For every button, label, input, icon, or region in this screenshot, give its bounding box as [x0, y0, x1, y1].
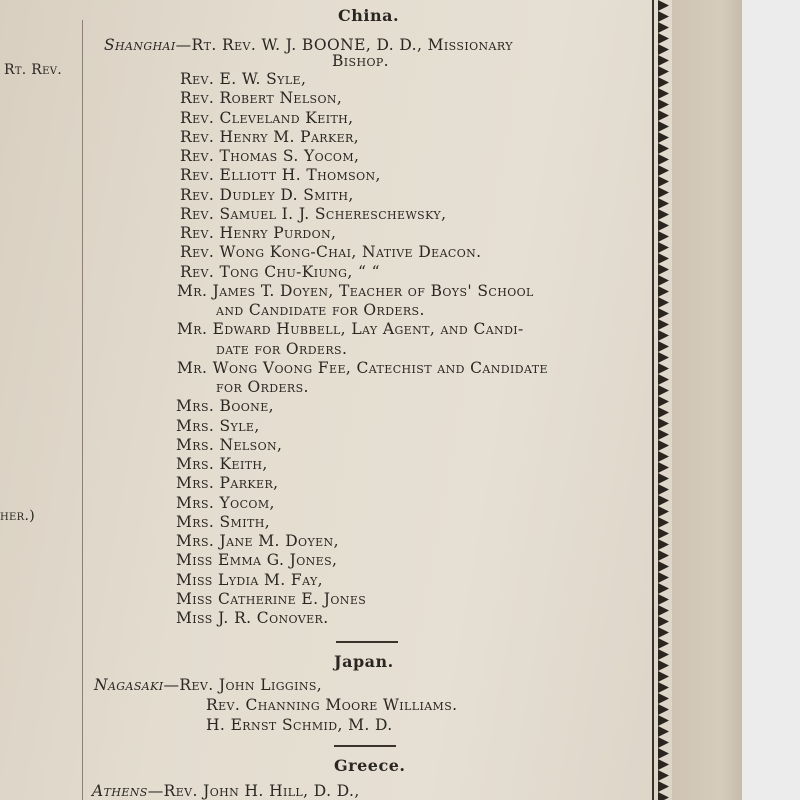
china-entry-line: and Candidate for Orders. — [216, 301, 425, 319]
china-entry-line: Mrs. Keith, — [176, 455, 268, 473]
heading-japan: Japan. — [334, 652, 394, 671]
china-entry-line: for Orders. — [216, 378, 309, 396]
japan-line-1 — [94, 676, 322, 695]
china-entry-line: Rev. Cleveland Keith, — [180, 109, 354, 127]
china-entry-line: Rev. Dudley D. Smith, — [180, 186, 354, 204]
japan-line-1-text: —Rev. John Liggins, — [163, 676, 323, 694]
china-entry-line: Mr. Edward Hubbell, Lay Agent, and Candi- — [177, 320, 524, 338]
china-entry-line: Mr. James T. Doyen, Teacher of Boys' School — [177, 282, 534, 300]
china-entry-line: Rev. Henry M. Parker, — [180, 128, 360, 146]
heading-china: China. — [338, 6, 400, 25]
china-entry-line: Rev. Wong Kong-Chai, Native Deacon. — [180, 243, 482, 261]
china-entry-line: Rev. Tong Chu-Kiung, “ “ — [180, 263, 380, 281]
china-entry-line: Mrs. Nelson, — [176, 436, 283, 454]
station-shanghai: Shanghai — [104, 36, 176, 54]
china-entry-line: Mrs. Jane M. Doyen, — [176, 532, 339, 550]
china-bishop-line-1 — [104, 36, 513, 55]
china-entry-line: Rev. E. W. Syle, — [180, 70, 307, 88]
background-surface — [742, 0, 800, 800]
paper-margin — [672, 0, 742, 800]
column-rule-left — [82, 20, 83, 800]
separator-rule-2 — [334, 745, 396, 747]
china-entry-line: Miss J. R. Conover. — [176, 609, 329, 627]
separator-rule — [336, 641, 398, 643]
left-fragment-her: her.) — [0, 508, 35, 524]
heading-greece: Greece. — [334, 756, 406, 775]
station-nagasaki: Nagasaki — [94, 676, 164, 694]
china-entry-line: Rev. Thomas S. Yocom, — [180, 147, 360, 165]
zigzag-border — [658, 0, 670, 800]
station-athens: Athens — [92, 782, 148, 800]
china-entry-line: Mrs. Smith, — [176, 513, 271, 531]
greece-line-1 — [92, 782, 360, 800]
china-entry-line: Mrs. Parker, — [176, 474, 279, 492]
japan-line-3: H. Ernst Schmid, M. D. — [206, 716, 393, 734]
china-entry-line: date for Orders. — [216, 340, 348, 358]
china-entry-line: Miss Emma G. Jones, — [176, 551, 338, 569]
china-bishop-line-2: Bishop. — [332, 52, 390, 70]
china-entry-line: Mrs. Yocom, — [176, 494, 275, 512]
china-entry-line: Mr. Wong Voong Fee, Catechist and Candidate — [177, 359, 548, 377]
column-rule-right — [652, 0, 654, 800]
china-entry-line: Miss Catherine E. Jones — [176, 590, 367, 608]
china-entry-line: Rev. Samuel I. J. Schereschewsky, — [180, 205, 447, 223]
china-entry-line: Rev. Elliott H. Thomson, — [180, 166, 381, 184]
china-entry-line: Miss Lydia M. Fay, — [176, 571, 323, 589]
china-entry-line: Mrs. Syle, — [176, 417, 260, 435]
left-fragment-rt-rev: Rt. Rev. — [4, 62, 63, 78]
japan-line-2: Rev. Channing Moore Williams. — [206, 696, 458, 714]
bishop-text: —Rt. Rev. W. J. BOONE, D. D., Missionary — [175, 36, 513, 54]
china-entry-line: Rev. Robert Nelson, — [180, 89, 343, 107]
greece-line-1-text: —Rev. John H. Hill, D. D., — [147, 782, 360, 800]
china-entry-line: Mrs. Boone, — [176, 397, 274, 415]
china-entry-line: Rev. Henry Purdon, — [180, 224, 337, 242]
left-column-fragment — [0, 0, 82, 800]
